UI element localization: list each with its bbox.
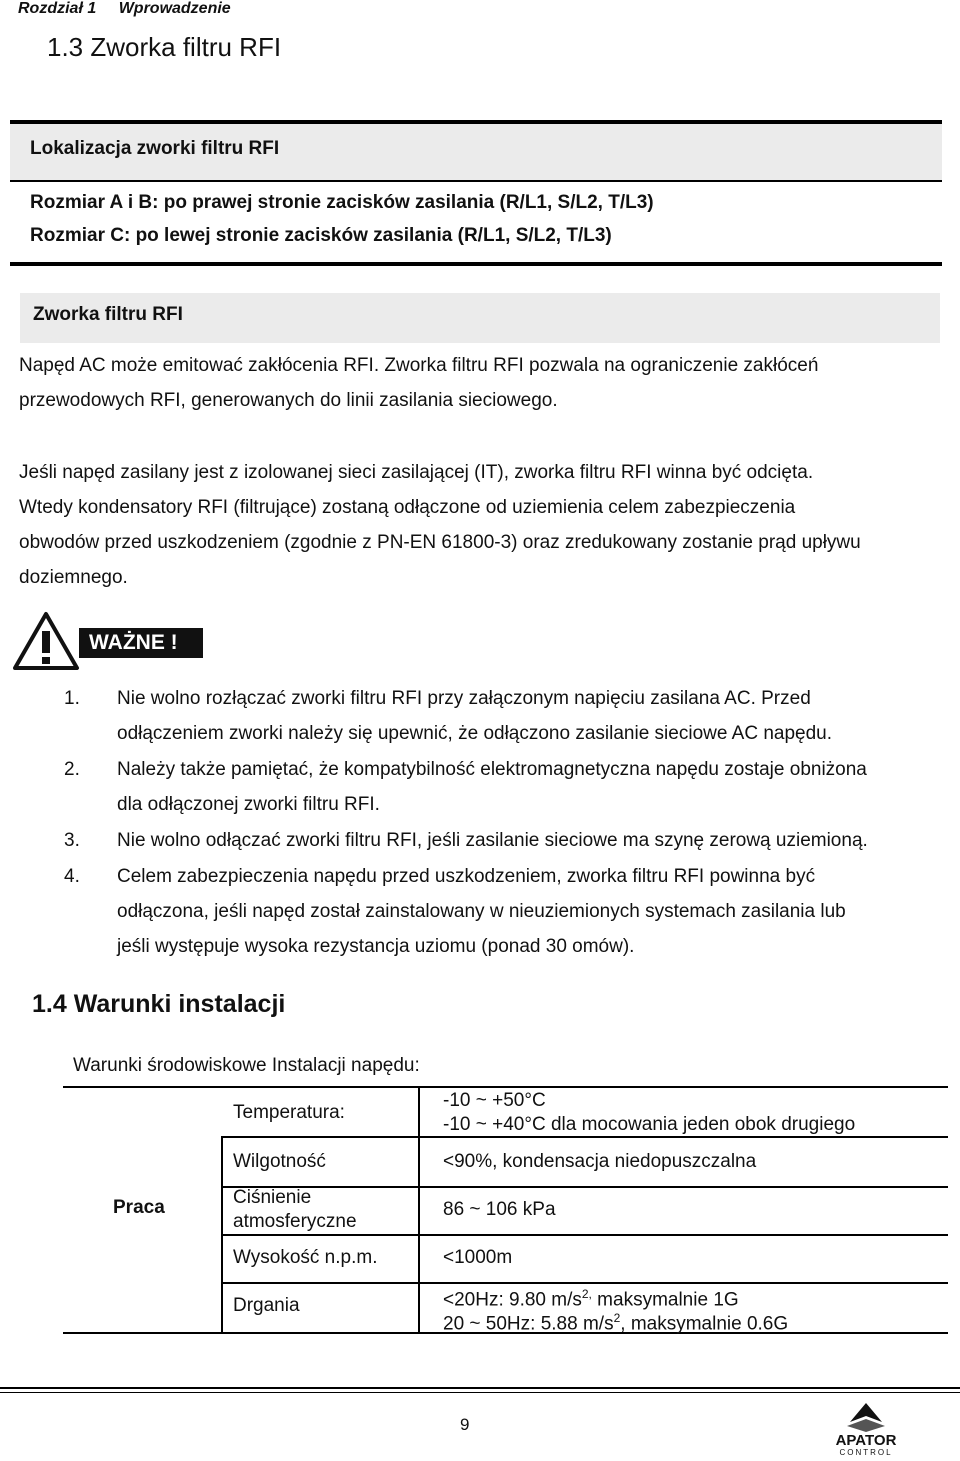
para-line: Wtedy kondensatory RFI (filtrujące) zostaną odłączone od uziemienia celem zabezpieczenia bbox=[19, 497, 796, 518]
item-number: 1. bbox=[64, 688, 80, 709]
env-param-pressure bbox=[233, 1186, 357, 1234]
vib-sup: 2, bbox=[581, 1287, 592, 1301]
para-line: Napęd AC może emitować zakłócenia RFI. Zworka filtru RFI pozwala na ograniczenie zakłóceń bbox=[19, 355, 819, 376]
location-line-2: Rozmiar C: po lewej stronie zacisków zasilania (R/L1, S/L2, T/L3) bbox=[30, 225, 612, 246]
important-item-3 bbox=[64, 823, 949, 858]
rfi-title: Zworka filtru RFI bbox=[33, 304, 183, 325]
item-text bbox=[117, 859, 947, 964]
svg-text:CONTROL: CONTROL bbox=[839, 1448, 893, 1456]
env-value-altitude: <1000m bbox=[443, 1247, 513, 1268]
footer-rule bbox=[0, 1387, 960, 1389]
section-heading-1-3: 1.3 Zworka filtru RFI bbox=[47, 32, 282, 62]
env-value-pressure: 86 ~ 106 kPa bbox=[443, 1199, 556, 1220]
item-text bbox=[117, 681, 947, 751]
running-header bbox=[18, 0, 231, 18]
warning-triangle-icon bbox=[12, 611, 80, 676]
item-line: odłączeniem zworki należy się upewnić, że odłączono zasilanie sieciowe AC napędu. bbox=[117, 723, 833, 744]
env-param-altitude: Wysokość n.p.m. bbox=[233, 1247, 378, 1268]
table-divider bbox=[418, 1088, 420, 1332]
item-line: Należy także pamiętać, że kompatybilność elektromagnetyczna napędu zostaje obniżona bbox=[117, 759, 867, 780]
chapter-title: Wprowadzenie bbox=[118, 0, 231, 17]
location-title: Lokalizacja zworki filtru RFI bbox=[30, 138, 280, 159]
env-param-vibration: Drgania bbox=[233, 1295, 300, 1316]
item-number: 3. bbox=[64, 830, 80, 851]
env-param-humidity: Wilgotność bbox=[233, 1151, 326, 1172]
important-label-text: WAŻNE ! bbox=[89, 631, 178, 654]
para-line: obwodów przed uszkodzeniem (zgodnie z PN-EN 61800-3) oraz zredukowany zostanie prąd upływu bbox=[19, 532, 861, 553]
location-line-1: Rozmiar A i B: po prawej stronie zacisków zasilania (R/L1, S/L2, T/L3) bbox=[30, 192, 654, 213]
vib-text: , maksymalnie 0.6G bbox=[620, 1313, 789, 1335]
table-divider bbox=[221, 1234, 948, 1236]
para-line: przewodowych RFI, generowanych do linii zasilania sieciowego. bbox=[19, 390, 558, 411]
item-line: odłączona, jeśli napęd został zainstalowany w nieuziemionych systemach zasilania lub bbox=[117, 901, 846, 922]
rfi-paragraph-1 bbox=[19, 348, 944, 418]
vib-sup: 2 bbox=[613, 1311, 621, 1325]
item-line: dla odłączonej zworki filtru RFI. bbox=[117, 794, 380, 815]
param-line: atmosferyczne bbox=[233, 1211, 357, 1232]
important-label bbox=[79, 628, 203, 658]
svg-text:APATOR: APATOR bbox=[835, 1432, 897, 1449]
important-item-2 bbox=[64, 752, 949, 815]
apator-logo bbox=[800, 1402, 932, 1456]
env-value-humidity: <90%, kondensacja niedopuszczalna bbox=[443, 1151, 757, 1172]
footer-rule bbox=[0, 1392, 960, 1393]
item-line: Nie wolno rozłączać zworki filtru RFI przy załączonym napięciu zasilana AC. Przed bbox=[117, 688, 811, 709]
para-line: Jeśli napęd zasilany jest z izolowanej sieci zasilającej (IT), zworka filtru RFI winna być odcięta. bbox=[19, 462, 814, 483]
item-line: jeśli występuje wysoka rezystancja uziomu (ponad 30 omów). bbox=[117, 936, 635, 957]
para-line: doziemnego. bbox=[19, 567, 128, 588]
important-item-4 bbox=[64, 859, 949, 957]
section-heading-1-4: 1.4 Warunki instalacji bbox=[32, 990, 286, 1018]
vib-text: 20 ~ 50Hz: 5.88 m/s bbox=[443, 1313, 614, 1335]
item-text bbox=[117, 752, 947, 822]
env-table bbox=[63, 1086, 948, 1334]
item-line: Celem zabezpieczenia napędu przed uszkodzeniem, zworka filtru RFI powinna być bbox=[117, 866, 816, 887]
env-param-temperature: Temperatura: bbox=[233, 1102, 345, 1123]
rfi-title-bar bbox=[20, 293, 940, 343]
location-title-bar bbox=[10, 124, 942, 182]
env-value-temperature-2: -10 ~ +40°C dla mocowania jeden obok drugiego bbox=[443, 1114, 856, 1135]
chapter-label: Rozdział 1 bbox=[18, 0, 97, 17]
env-table-title: Warunki środowiskowe Instalacji napędu: bbox=[73, 1055, 420, 1076]
env-group-label: Praca bbox=[113, 1197, 165, 1218]
rfi-paragraph-2 bbox=[19, 455, 944, 595]
env-value-vibration-2 bbox=[443, 1306, 788, 1336]
important-item-1 bbox=[64, 681, 949, 744]
env-value-temperature-1: -10 ~ +50°C bbox=[443, 1090, 546, 1111]
item-number: 4. bbox=[64, 866, 80, 887]
param-line: Ciśnienie bbox=[233, 1187, 312, 1208]
vib-text: maksymalnie 1G bbox=[591, 1289, 739, 1311]
item-number: 2. bbox=[64, 759, 80, 780]
item-line: Nie wolno odłączać zworki filtru RFI, jeśli zasilanie sieciowe ma szynę zerową uziemioną. bbox=[117, 830, 868, 851]
page-number: 9 bbox=[460, 1415, 470, 1434]
location-box bbox=[10, 120, 942, 266]
item-text bbox=[117, 823, 947, 858]
apator-logo-icon bbox=[800, 1402, 932, 1456]
vib-text: <20Hz: 9.80 m/s bbox=[443, 1289, 582, 1311]
